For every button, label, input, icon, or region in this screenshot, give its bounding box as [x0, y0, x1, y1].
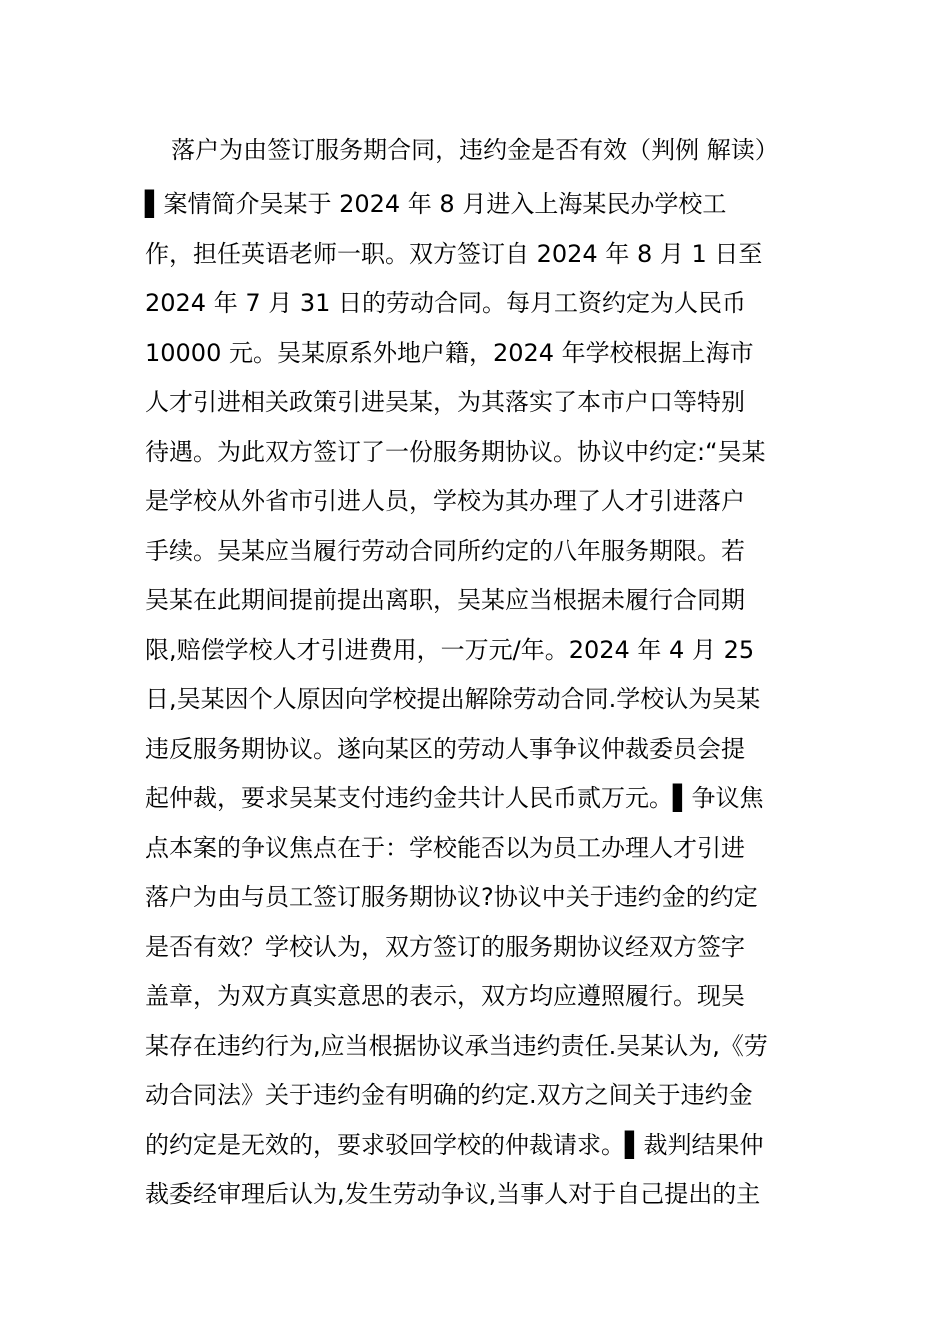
body-line: 手续。吴某应当履行劳动合同所约定的八年服务期限。若 — [145, 536, 745, 565]
body-line: 落户为由与员工签订服务期协议?协议中关于违约金的约定 — [145, 883, 758, 911]
body-line: 点本案的争议焦点在于：学校能否以为员工办理人才引进 — [145, 833, 745, 862]
document-body — [145, 180, 810, 1220]
body-line: 裁委经审理后认为,发生劳动争议,当事人对于自己提出的主 — [145, 1180, 761, 1208]
body-line: 待遇。为此双方签订了一份服务期协议。协议中约定:“吴某 — [145, 437, 766, 466]
body-line: ▌案情简介吴某于 2024 年 8 月进入上海某民办学校工 — [145, 190, 727, 218]
body-line: 10000 元。吴某原系外地户籍，2024 年学校根据上海市 — [145, 338, 754, 367]
body-line: 动合同法》关于违约金有明确的约定.双方之间关于违约金 — [145, 1081, 753, 1109]
body-line: 盖章，为双方真实意思的表示，双方均应遵照履行。现吴 — [145, 982, 745, 1010]
body-line: 是否有效？学校认为，双方签订的服务期协议经双方签字 — [145, 932, 745, 961]
body-line: 吴某在此期间提前提出离职，吴某应当根据未履行合同期 — [145, 586, 745, 614]
body-line: 的约定是无效的，要求驳回学校的仲裁请求。▌裁判结果仲 — [145, 1130, 764, 1159]
body-line: 违反服务期协议。遂向某区的劳动人事争议仲裁委员会提 — [145, 734, 745, 763]
document-title: 落户为由签订服务期合同，违约金是否有效（判例 解读） — [171, 136, 779, 164]
body-line: 是学校从外省市引进人员，学校为其办理了人才引进落户 — [145, 487, 745, 515]
body-line: 作，担任英语老师一职。双方签订自 2024 年 8 月 1 日至 — [145, 239, 763, 268]
body-line: 限,赔偿学校人才引进费用，一万元/年。2024 年 4 月 25 — [145, 635, 755, 664]
body-line: 日,吴某因个人原因向学校提出解除劳动合同.学校认为吴某 — [145, 685, 761, 713]
body-line: 起仲裁，要求吴某支付违约金共计人民币贰万元。▌争议焦 — [145, 784, 764, 812]
body-line: 2024 年 7 月 31 日的劳动合同。每月工资约定为人民币 — [145, 289, 747, 317]
body-line: 人才引进相关政策引进吴某，为其落实了本市户口等特别 — [145, 388, 745, 416]
body-line: 某存在违约行为,应当根据协议承当违约责任.吴某认为,《劳 — [145, 1031, 768, 1060]
